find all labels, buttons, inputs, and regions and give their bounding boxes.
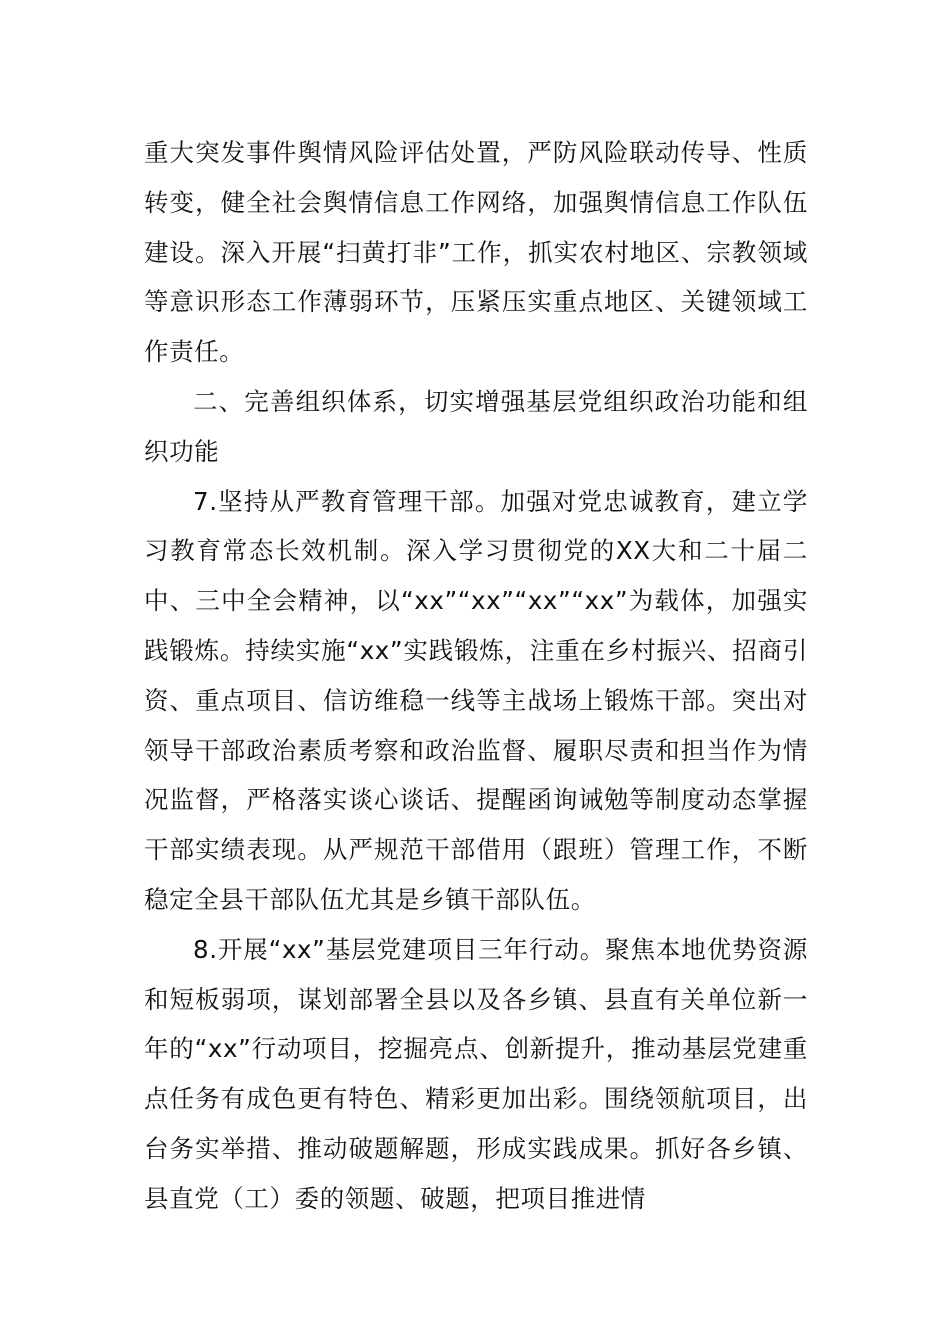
paragraph-1: 重大突发事件舆情风险评估处置，严防风险联动传导、性质转变，健全社会舆情信息工作网络，加强舆情信息工作队伍建设。深入开展“扫黄打非”工作，抓实农村地区、宗教领域等意识形态工作薄弱环节，压紧压实重点地区、关键领域工作责任。 [144, 138, 808, 367]
document-body [144, 128, 808, 1224]
paragraph-item-8: 8.开展“xx”基层党建项目三年行动。聚焦本地优势资源和短板弱项，谋划部署全县以及各乡镇、县直有关单位新一年的“xx”行动项目，挖掘亮点、创新提升，推动基层党建重点任务有成色更有特色、精彩更加出彩。围绕领航项目，出台务实举措、推动破题解题，形成实践成果。抓好各乡镇、县直党（工）委的领题、破题，把项目推进情 [144, 934, 808, 1213]
paragraph-item-7: 7.坚持从严教育管理干部。加强对党忠诚教育，建立学习教育常态长效机制。深入学习贯彻党的XX大和二十届二中、三中全会精神，以“xx”“xx”“xx”“xx”为载体，加强实践锻炼。持续实施“xx”实践锻炼，注重在乡村振兴、招商引资、重点项目、信访维稳一线等主战场上锻炼干部。突出对领导干部政治素质考察和政治监督、履职尽责和担当作为情况监督，严格落实谈心谈话、提醒函询诫勉等制度动态掌握干部实绩表现。从严规范干部借用（跟班）管理工作，不断稳定全县干部队伍尤其是乡镇干部队伍。 [144, 486, 808, 914]
section-heading: 二、完善组织体系，切实增强基层党组织政治功能和组织功能 [144, 386, 808, 466]
